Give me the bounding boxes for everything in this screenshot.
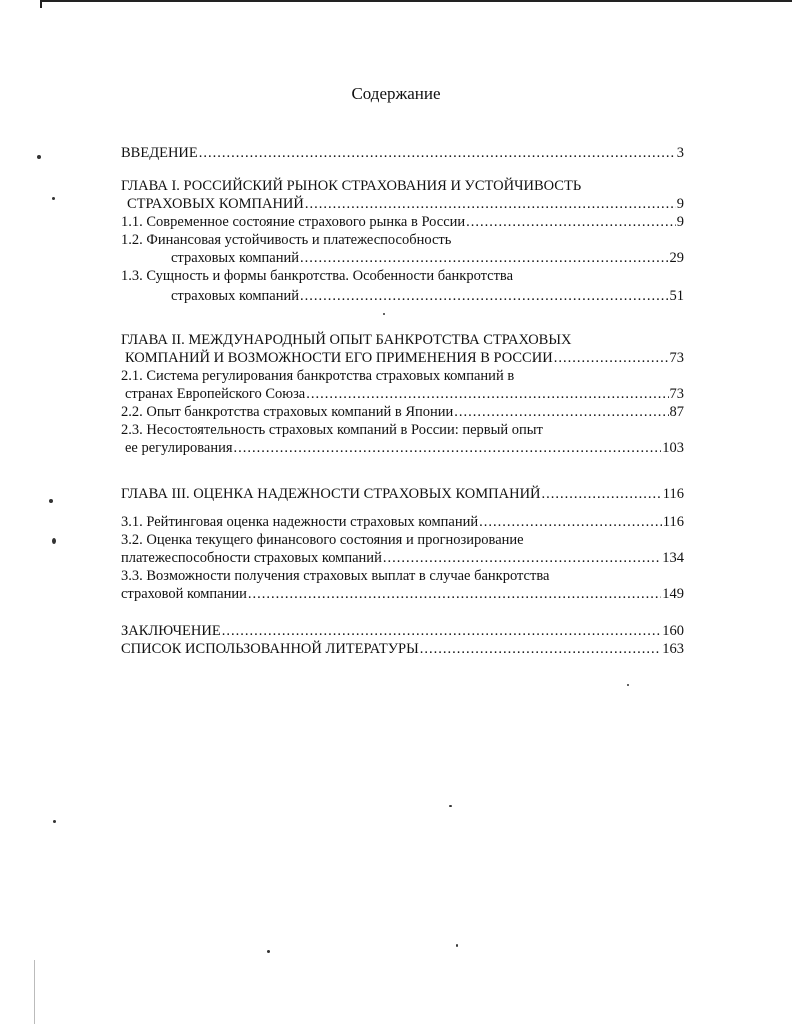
- toc-entry-conclusion[interactable]: [121, 622, 684, 640]
- chapter-1-heading[interactable]: ГЛАВА I. РОССИЙСКИЙ РЫНОК СТРАХОВАНИЯ И УСТОЙЧИВОСТЬ: [121, 178, 582, 194]
- toc-entry-label: ЗАКЛЮЧЕНИЕ: [121, 623, 221, 639]
- toc-page-number: 116: [662, 486, 684, 502]
- toc-entry-label: страховых компаний: [171, 250, 299, 266]
- toc-page-number: 73: [669, 350, 684, 366]
- dot-leader: [420, 640, 661, 658]
- toc-entry-label: СТРАХОВЫХ КОМПАНИЙ: [127, 196, 304, 212]
- toc-entry-3-2-label[interactable]: 3.2. Оценка текущего финансового состояния и прогнозирование: [121, 532, 524, 548]
- toc-entry-1-3-label[interactable]: 1.3. Сущность и формы банкротства. Особенности банкротства: [121, 268, 514, 284]
- toc-entry-label: СПИСОК ИСПОЛЬЗОВАННОЙ ЛИТЕРАТУРЫ: [121, 641, 419, 657]
- toc-entry-chapter-2[interactable]: [125, 349, 684, 367]
- toc-page-number: 9: [676, 196, 684, 212]
- toc-entry-2-3[interactable]: [125, 439, 684, 457]
- toc-page-number: 149: [662, 586, 684, 602]
- toc-entry-2-1-label[interactable]: 2.1. Система регулирования банкротства страховых компаний в: [121, 368, 515, 384]
- toc-entry-references[interactable]: [121, 640, 684, 658]
- toc-entry-label: 3.1. Рейтинговая оценка надежности страховых компаний: [121, 514, 479, 530]
- dot-leader: [199, 144, 676, 162]
- toc-entry-2-1[interactable]: [125, 385, 684, 403]
- toc-page-number: 87: [669, 404, 684, 420]
- page-title: Содержание: [351, 84, 441, 103]
- toc-entry-label: ВВЕДЕНИЕ: [121, 145, 198, 161]
- toc-entry-3-3-label[interactable]: 3.3. Возможности получения страховых выплат в случае банкротства: [121, 568, 550, 584]
- dot-leader: [305, 195, 676, 213]
- dot-leader: [554, 349, 669, 367]
- scan-speck: [456, 944, 458, 947]
- dot-leader: [383, 549, 661, 567]
- scan-speck: [53, 820, 56, 823]
- toc-entry-1-2-label[interactable]: 1.2. Финансовая устойчивость и платежеспособность: [121, 232, 452, 248]
- toc-entry-label: ее регулирования: [125, 440, 233, 456]
- dot-leader: [248, 585, 661, 603]
- scan-speck: [52, 197, 55, 200]
- toc-page-number: 163: [662, 641, 684, 657]
- toc-page-number: 29: [669, 250, 684, 266]
- scan-speck: [37, 155, 41, 159]
- toc-entry-chapter-3[interactable]: [121, 485, 684, 503]
- toc-entry-chapter-1[interactable]: [127, 195, 684, 213]
- toc-entry-1-2[interactable]: [171, 249, 684, 267]
- toc-entry-3-1[interactable]: [121, 513, 684, 531]
- scan-edge-mark: [34, 960, 35, 1024]
- toc-page-number: 9: [676, 214, 684, 230]
- toc-entry-label: 1.1. Современное состояние страхового рынка в России: [121, 214, 466, 230]
- toc-entry-label: страховой компании: [121, 586, 247, 602]
- toc-entry-3-3[interactable]: [121, 585, 684, 603]
- toc-entry-2-3-label[interactable]: 2.3. Несостоятельность страховых компаний в России: первый опыт: [121, 422, 543, 438]
- toc-entry-1-3[interactable]: [171, 287, 684, 305]
- toc-entry-label: ГЛАВА III. ОЦЕНКА НАДЕЖНОСТИ СТРАХОВЫХ КОМПАНИЙ: [121, 486, 541, 502]
- scan-speck: [52, 538, 56, 544]
- toc-page-number: 73: [669, 386, 684, 402]
- toc-page-number: 51: [669, 288, 684, 304]
- dot-leader: [454, 403, 668, 421]
- dot-leader: [542, 485, 662, 503]
- toc-entry-intro[interactable]: [121, 144, 684, 162]
- dot-leader: [222, 622, 662, 640]
- scan-border: [40, 0, 792, 8]
- toc-page-number: 160: [662, 623, 684, 639]
- toc-entry-label: КОМПАНИЙ И ВОЗМОЖНОСТИ ЕГО ПРИМЕНЕНИЯ В РОССИИ: [125, 350, 553, 366]
- toc-page-number: 116: [662, 514, 684, 530]
- toc-page-number: 103: [662, 440, 684, 456]
- chapter-2-heading[interactable]: ГЛАВА II. МЕЖДУНАРОДНЫЙ ОПЫТ БАНКРОТСТВА СТРАХОВЫХ: [121, 332, 572, 348]
- toc-page-number: 3: [676, 145, 684, 161]
- scan-speck: [449, 805, 452, 807]
- scan-speck: [267, 950, 270, 953]
- dot-leader: [466, 213, 676, 231]
- dot-leader: [234, 439, 662, 457]
- toc-entry-label: страховых компаний: [171, 288, 299, 304]
- toc-entry-label: странах Европейского Союза: [125, 386, 306, 402]
- dot-leader: [300, 249, 669, 267]
- toc-entry-label: 2.2. Опыт банкротства страховых компаний в Японии: [121, 404, 454, 420]
- toc-entry-label: платежеспособности страховых компаний: [121, 550, 382, 566]
- dot-leader: [306, 385, 668, 403]
- toc-page-number: 134: [662, 550, 684, 566]
- scan-speck: [49, 499, 53, 503]
- dot-leader: [300, 287, 669, 305]
- toc-entry-2-2[interactable]: [121, 403, 684, 421]
- scan-speck: [383, 313, 385, 315]
- dot-leader: [479, 513, 662, 531]
- scan-speck: [627, 684, 629, 686]
- toc-entry-1-1[interactable]: [121, 213, 684, 231]
- toc-entry-3-2[interactable]: [121, 549, 684, 567]
